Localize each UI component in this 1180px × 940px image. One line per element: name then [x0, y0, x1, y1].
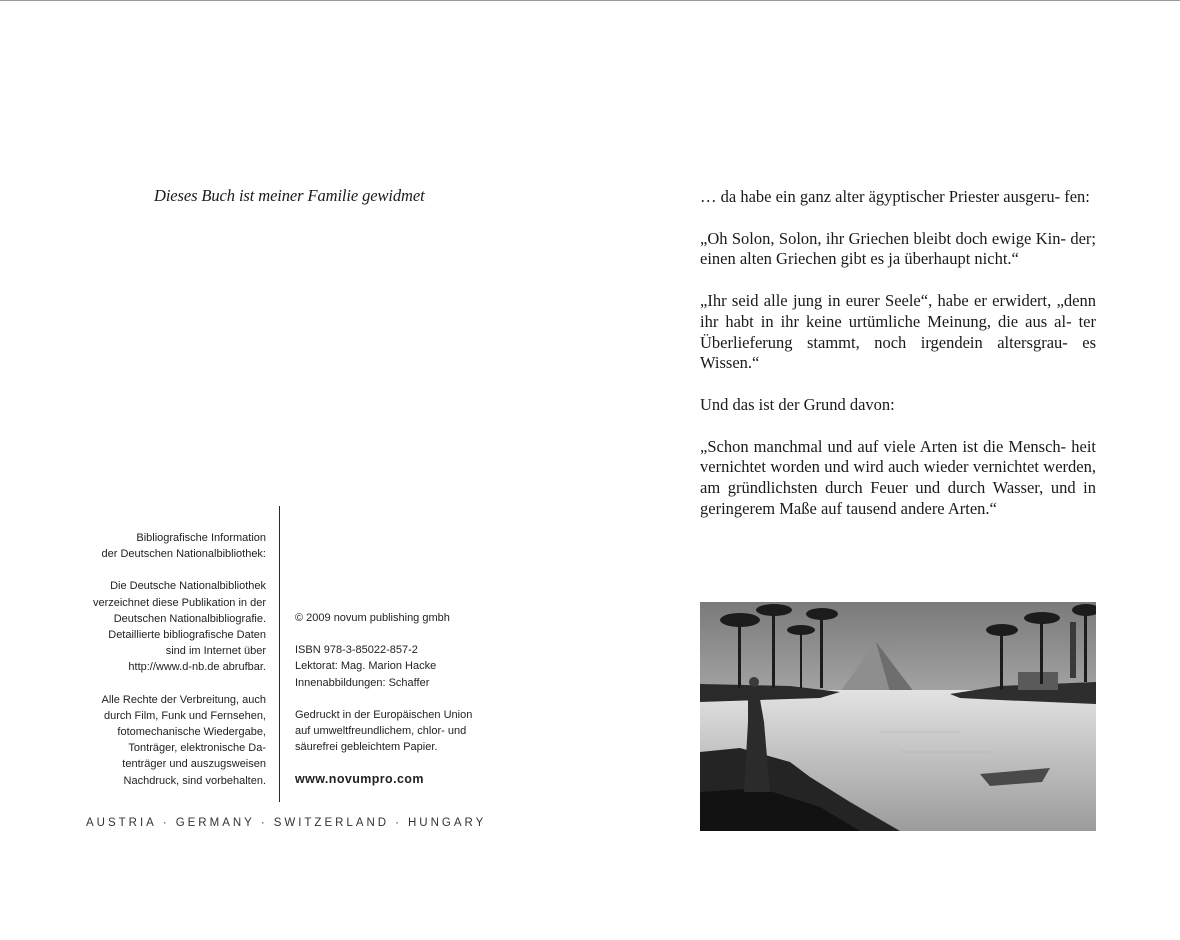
print-note: Gedruckt in der Europäischen Union auf umweltfreundlichem, chlor- und säurefrei gebleichtem Papier.: [295, 708, 473, 754]
country-austria: AUSTRIA: [86, 817, 157, 829]
quote-text: [700, 187, 1096, 541]
quote-paragraph: Und das ist der Grund davon:: [700, 394, 895, 414]
publisher-website: www.novumpro.com: [295, 772, 424, 787]
credits: [295, 642, 535, 691]
quote-paragraph: „Schon manchmal und auf viele Arten ist die Mensch- heit vernichtet worden und wird auch wieder vernichtet werden, am gründlichsten durch Feuer und durch Wasser, und in geringerem Maße auf tausend andere Arten.“: [700, 436, 1096, 518]
dedication: Dieses Buch ist meiner Familie gewidmet: [154, 186, 425, 205]
copyright: © 2009 novum publishing gmbh: [295, 612, 450, 624]
imprint: [295, 610, 535, 804]
biblio-heading: Bibliografische Information der Deutschen Nationalbibliothek:: [101, 532, 266, 561]
country-switzerland: SWITZERLAND: [273, 817, 390, 829]
country-hungary: HUNGARY: [407, 817, 487, 829]
quote-paragraph: „Oh Solon, Solon, ihr Griechen bleibt doch ewige Kin- der; einen alten Griechen gibt es ja überhaupt nicht.“: [700, 228, 1096, 269]
separator-dot: ·: [260, 817, 268, 829]
biblio-rights: Alle Rechte der Verbreitung, auch durch Film, Funk und Fernsehen, fotomechanische Wiedergabe, Tonträger, elektronische Da- tenträger und auszugsweisen Nachdruck, sind vorbehalten.: [101, 693, 266, 787]
imprint-divider: [279, 506, 280, 802]
lektorat: Lektorat: Mag. Marion Hacke: [295, 660, 437, 673]
top-edge-rule: [0, 0, 1180, 1]
illustrations-credit: Innenabbildungen: Schaffer: [295, 676, 430, 689]
separator-dot: ·: [162, 817, 170, 829]
separator-dot: ·: [395, 817, 402, 829]
minaret: [1070, 622, 1076, 678]
quote-paragraph: … da habe ein ganz alter ägyptischer Priester ausgeru- fen:: [700, 187, 1090, 206]
quote-paragraph: „Ihr seid alle jung in eurer Seele“, habe er erwidert, „denn ihr habt in ihr keine urtümliche Meinung, die aus al- ter Überlieferung stammt, noch irgendein altersgrau- es Wissen.“: [700, 290, 1096, 373]
nile-pyramid-photo: [700, 602, 1096, 831]
country-germany: GERMANY: [175, 817, 255, 829]
building: [1018, 672, 1058, 690]
bibliographic-info: [60, 530, 266, 789]
photo-illustration: [700, 602, 1096, 831]
biblio-national-library: Die Deutsche Nationalbibliothek verzeichnet diese Publikation in der Deutschen Nationalbibliografie. Detaillierte bibliografische Daten sind im Internet über http://www.d-nb.de abrufbar.: [92, 580, 266, 674]
countries-line: [86, 817, 486, 829]
isbn: ISBN 978-3-85022-857-2: [295, 644, 418, 657]
